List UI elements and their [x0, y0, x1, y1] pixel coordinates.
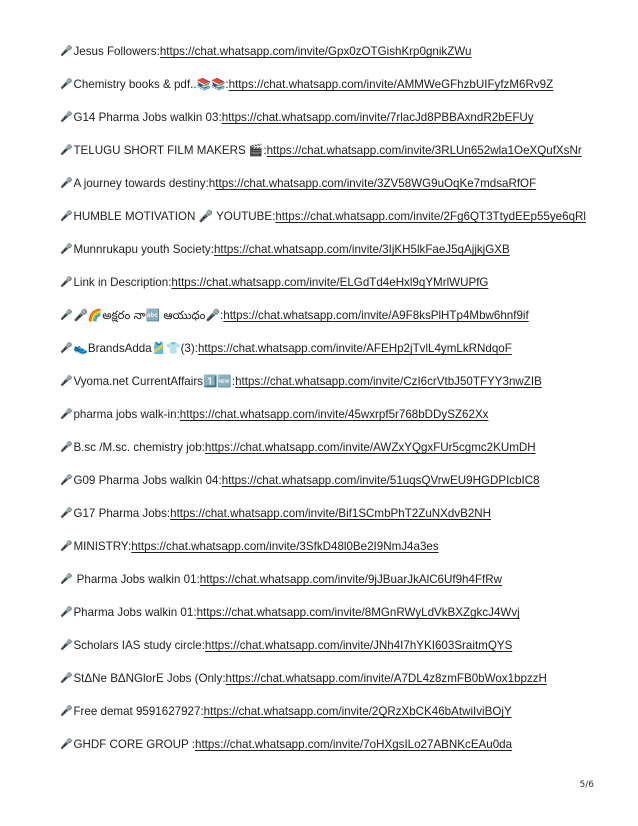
group-name: 👟BrandsAdda🎽👕(3): [73, 342, 195, 355]
invite-link[interactable]: https://chat.whatsapp.com/invite/AMMWeGFhzbUIFyfzM6Rv9Z: [228, 78, 554, 91]
invite-link[interactable]: https://chat.whatsapp.com/invite/A7DL4z8zmFB0bWox1bpzzH: [225, 672, 547, 685]
invite-link[interactable]: https://chat.whatsapp.com/invite/2QRzXbCK46bAtwiIviBOjY: [203, 705, 512, 718]
group-name: MINISTRY: [73, 540, 128, 553]
group-name: Pharma Jobs walkin 01: [73, 573, 197, 586]
microphone-icon: 🎤: [60, 706, 73, 717]
group-name: GHDF CORE GROUP: [73, 738, 192, 751]
list-item: 🎤GHDF CORE GROUP :https://chat.whatsapp.com/invite/7oHXgsILo27ABNKcEAu0da: [60, 738, 513, 751]
group-name: G14 Pharma Jobs walkin 03: [73, 111, 219, 124]
microphone-icon: 🎤: [60, 640, 73, 651]
microphone-icon: 🎤: [60, 145, 73, 156]
microphone-icon: 🎤: [60, 541, 73, 552]
list-item: 🎤Free demat 9591627927:https://chat.whatsapp.com/invite/2QRzXbCK46bAtwiIviBOjY: [60, 705, 512, 718]
microphone-icon: 🎤: [60, 244, 73, 255]
group-name: G17 Pharma Jobs: [73, 507, 167, 520]
microphone-icon: 🎤: [60, 475, 73, 486]
list-item: 🎤G09 Pharma Jobs walkin 04:https://chat.whatsapp.com/invite/51uqsQVrwEU9HGDPIcbIC8: [60, 474, 540, 487]
microphone-icon: 🎤: [60, 112, 73, 123]
microphone-icon: 🎤: [60, 79, 73, 90]
group-name: 🎤🌈అక్షరం నా🔤 ఆయుధం🎤: [73, 309, 221, 322]
list-item: 🎤pharma jobs walk-in:https://chat.whatsapp.com/invite/45wxrpf5r768bDDySZ62Xx: [60, 408, 489, 421]
group-name: G09 Pharma Jobs walkin 04: [73, 474, 219, 487]
microphone-icon: 🎤: [60, 442, 73, 453]
list-item: 🎤MINISTRY:https://chat.whatsapp.com/invite/3SfkD48l0Be2I9NmJ4a3es: [60, 540, 439, 553]
microphone-icon: 🎤: [60, 211, 73, 222]
group-name: pharma jobs walk-in: [73, 408, 177, 421]
group-name: Munnrukapu youth Society: [73, 243, 211, 256]
group-name: Link in Description: [73, 276, 169, 289]
list-item: 🎤HUMBLE MOTIVATION 🎤 YOUTUBE:https://chat.whatsapp.com/invite/2Fg6QT3TtydEEp55ye6qRl: [60, 210, 586, 223]
invite-link[interactable]: https://chat.whatsapp.com/invite/3IjKH5lkFaeJ5qAjjkjGXB: [213, 243, 510, 256]
invite-link[interactable]: https://chat.whatsapp.com/invite/51uqsQVrwEU9HGDPIcbIC8: [221, 474, 540, 487]
group-name: HUMBLE MOTIVATION 🎤 YOUTUBE: [73, 210, 273, 223]
invite-link[interactable]: https://chat.whatsapp.com/invite/7oHXgsILo27ABNKcEAu0da: [195, 738, 513, 751]
invite-link[interactable]: https://chat.whatsapp.com/invite/JNh4I7hYKI603SraitmQYS: [204, 639, 513, 652]
list-item: 🎤Vyoma.net CurrentAffairs1️⃣🆕:https://chat.whatsapp.com/invite/CzI6crVtbJ50TFYY3nwZIB: [60, 375, 542, 388]
invite-link[interactable]: https://chat.whatsapp.com/invite/3RLUn652wla1OeXQufXsNr: [266, 144, 582, 157]
group-name: TELUGU SHORT FILM MAKERS 🎬: [73, 144, 264, 157]
group-name: StΔNe BΔNGlorE Jobs (Only: [73, 672, 223, 685]
invite-link[interactable]: https://chat.whatsapp.com/invite/AWZxYQgxFUr5cgmc2KUmDH: [204, 441, 536, 454]
invite-link[interactable]: https://chat.whatsapp.com/invite/3SfkD48l0Be2I9NmJ4a3es: [131, 540, 439, 553]
list-item: 🎤Jesus Followers:https://chat.whatsapp.com/invite/Gpx0zOTGishKrp0gnikZWu: [60, 45, 472, 58]
list-item: 🎤A journey towards destiny:https://chat.whatsapp.com/invite/3ZV58WG9uOqKe7mdsaRfOF: [60, 177, 537, 190]
microphone-icon: 🎤: [60, 46, 73, 57]
microphone-icon: 🎤: [60, 376, 73, 387]
invite-link[interactable]: https://chat.whatsapp.com/invite/9jJBuarJkAlC6Uf9h4FfRw: [199, 573, 502, 586]
group-name: Jesus Followers: [73, 45, 157, 58]
invite-link[interactable]: https://chat.whatsapp.com/invite/CzI6crVtbJ50TFYY3nwZIB: [235, 375, 542, 388]
list-item: 🎤🎤🌈అక్షరం నా🔤 ఆయుధం🎤:https://chat.whatsapp.com/invite/A9F8ksPlHTp4Mbw6hnf9if: [60, 309, 529, 322]
invite-link[interactable]: https://chat.whatsapp.com/invite/A9F8ksPlHTp4Mbw6hnf9if: [223, 309, 529, 322]
invite-link[interactable]: https://chat.whatsapp.com/invite/8MGnRWyLdVkBXZgkcJ4Wvj: [196, 606, 520, 619]
group-name: Scholars IAS study circle: [73, 639, 202, 652]
invite-link[interactable]: https://chat.whatsapp.com/invite/Bif1SCmbPhT2ZuNXdvB2NH: [170, 507, 492, 520]
invite-link[interactable]: https://chat.whatsapp.com/invite/45wxrpf5r768bDDySZ62Xx: [179, 408, 489, 421]
group-name: B.sc /M.sc. chemistry job: [73, 441, 202, 454]
list-item: 🎤 Pharma Jobs walkin 01:https://chat.whatsapp.com/invite/9jJBuarJkAlC6Uf9h4FfRw: [60, 573, 502, 586]
list-item: 🎤👟BrandsAdda🎽👕(3):https://chat.whatsapp.com/invite/AFEHp2jTvlL4ymLkRNdqoF: [60, 342, 512, 355]
list-item: 🎤G17 Pharma Jobs:https://chat.whatsapp.com/invite/Bif1SCmbPhT2ZuNXdvB2NH: [60, 507, 492, 520]
list-item: 🎤Pharma Jobs walkin 01:https://chat.whatsapp.com/invite/8MGnRWyLdVkBXZgkcJ4Wvj: [60, 606, 520, 619]
microphone-icon: 🎤: [60, 673, 73, 684]
microphone-icon: 🎤: [60, 508, 73, 519]
invite-link[interactable]: https://chat.whatsapp.com/invite/AFEHp2jTvlL4ymLkRNdqoF: [197, 342, 512, 355]
microphone-icon: 🎤: [60, 343, 73, 354]
page-number: 5/6: [579, 780, 594, 790]
microphone-icon: 🎤: [60, 277, 73, 288]
whatsapp-group-list: [60, 42, 600, 768]
group-name: Free demat 9591627927: [73, 705, 201, 718]
microphone-icon: 🎤: [60, 310, 73, 321]
group-name: A journey towards destiny: [73, 177, 206, 190]
list-item: 🎤TELUGU SHORT FILM MAKERS 🎬:https://chat.whatsapp.com/invite/3RLUn652wla1OeXQufXsNr: [60, 144, 582, 157]
list-item: 🎤B.sc /M.sc. chemistry job:https://chat.whatsapp.com/invite/AWZxYQgxFUr5cgmc2KUmDH: [60, 441, 536, 454]
group-name: Chemistry books & pdf..📚📚: [73, 78, 226, 91]
list-item: 🎤Munnrukapu youth Society:https://chat.whatsapp.com/invite/3IjKH5lkFaeJ5qAjjkjGXB: [60, 243, 510, 256]
list-item: 🎤G14 Pharma Jobs walkin 03:https://chat.whatsapp.com/invite/7rlacJd8PBBAxndR2bEFUy: [60, 111, 534, 124]
invite-link[interactable]: https://chat.whatsapp.com/invite/7rlacJd8PBBAxndR2bEFUy: [221, 111, 534, 124]
microphone-icon: 🎤: [60, 178, 73, 189]
microphone-icon: 🎤: [60, 409, 73, 420]
microphone-icon: 🎤: [60, 574, 73, 585]
microphone-icon: 🎤: [60, 607, 73, 618]
list-item: 🎤Scholars IAS study circle:https://chat.whatsapp.com/invite/JNh4I7hYKI603SraitmQYS: [60, 639, 513, 652]
group-name: Vyoma.net CurrentAffairs1️⃣🆕: [73, 375, 232, 388]
invite-link[interactable]: https://chat.whatsapp.com/invite/Gpx0zOTGishKrp0gnikZWu: [159, 45, 472, 58]
invite-link[interactable]: https://chat.whatsapp.com/invite/2Fg6QT3TtydEEp55ye6qRl: [275, 210, 586, 223]
list-item: 🎤StΔNe BΔNGlorE Jobs (Only:https://chat.whatsapp.com/invite/A7DL4z8zmFB0bWox1bpzzH: [60, 672, 547, 685]
microphone-icon: 🎤: [60, 739, 73, 750]
list-item: 🎤Chemistry books & pdf..📚📚:https://chat.whatsapp.com/invite/AMMWeGFhzbUIFyfzM6Rv9Z: [60, 78, 554, 91]
list-item: 🎤Link in Description:https://chat.whatsapp.com/invite/ELGdTd4eHxl9qYMrlWUPfG: [60, 276, 489, 289]
invite-link[interactable]: https://chat.whatsapp.com/invite/ELGdTd4eHxl9qYMrlWUPfG: [171, 276, 489, 289]
group-name: Pharma Jobs walkin 01: [73, 606, 194, 619]
invite-link[interactable]: ttps://chat.whatsapp.com/invite/3ZV58WG9uOqKe7mdsaRfOF: [215, 177, 537, 190]
